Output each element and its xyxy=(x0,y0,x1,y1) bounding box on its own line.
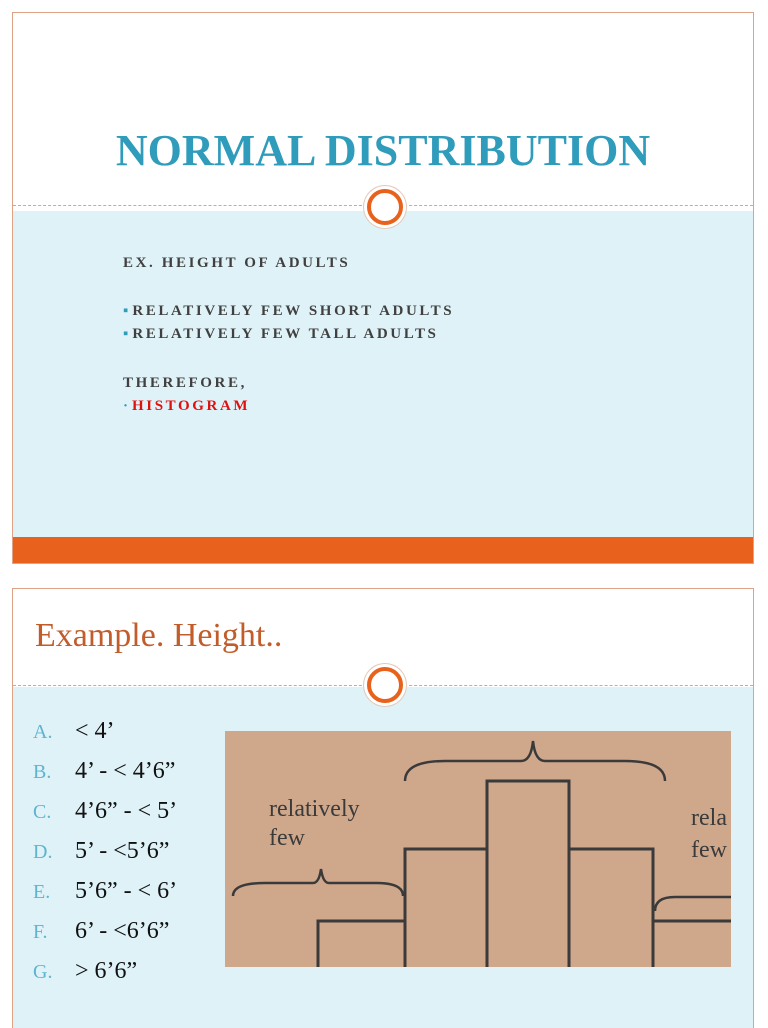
bullet-icon: · xyxy=(123,398,129,414)
example-heading: EX. HEIGHT OF ADULTS xyxy=(123,255,351,271)
ring-ornament-icon xyxy=(367,189,403,225)
therefore-text: THEREFORE, xyxy=(123,375,247,391)
list-item: G. > 6’6” xyxy=(33,958,138,984)
left-label-line2: few xyxy=(269,825,305,851)
right-label-line2: few xyxy=(691,837,727,863)
bullet-short-adults: ▪ RELATIVELY FEW SHORT ADULTS xyxy=(123,303,455,319)
histogram-sketch xyxy=(225,731,731,967)
left-label-line1: relatively xyxy=(269,796,360,822)
slide-normal-distribution xyxy=(12,12,754,564)
histogram-result: · HISTOGRAM xyxy=(123,398,251,414)
slide-example-height xyxy=(12,588,754,1028)
list-item: D. 5’ - <5’6” xyxy=(33,838,170,864)
list-item: A. < 4’ xyxy=(33,718,115,744)
list-item: F. 6’ - <6’6” xyxy=(33,918,170,944)
height-range-list xyxy=(33,711,177,991)
right-brace xyxy=(655,897,731,911)
slide-title-area xyxy=(13,13,753,205)
slide-title: NORMAL DISTRIBUTION xyxy=(115,126,651,175)
list-item: E. 5’6” - < 6’ xyxy=(33,878,178,904)
list-item: B. 4’ - < 4’6” xyxy=(33,758,176,784)
slide-title: Example. Height.. xyxy=(35,617,283,654)
slide-body xyxy=(13,211,753,537)
bullet-icon: ▪ xyxy=(123,326,129,342)
list-item: C. 4’6” - < 5’ xyxy=(33,798,178,824)
bullet-icon: ▪ xyxy=(123,303,129,319)
top-brace xyxy=(405,741,665,781)
histogram-outline xyxy=(318,781,731,967)
left-brace xyxy=(233,869,403,896)
right-label-line1: rela xyxy=(691,805,727,831)
footer-accent-bar xyxy=(13,537,753,564)
bullet-tall-adults: ▪ RELATIVELY FEW TALL ADULTS xyxy=(123,326,439,342)
histogram-photo xyxy=(225,731,731,967)
ring-ornament-icon xyxy=(367,667,403,703)
